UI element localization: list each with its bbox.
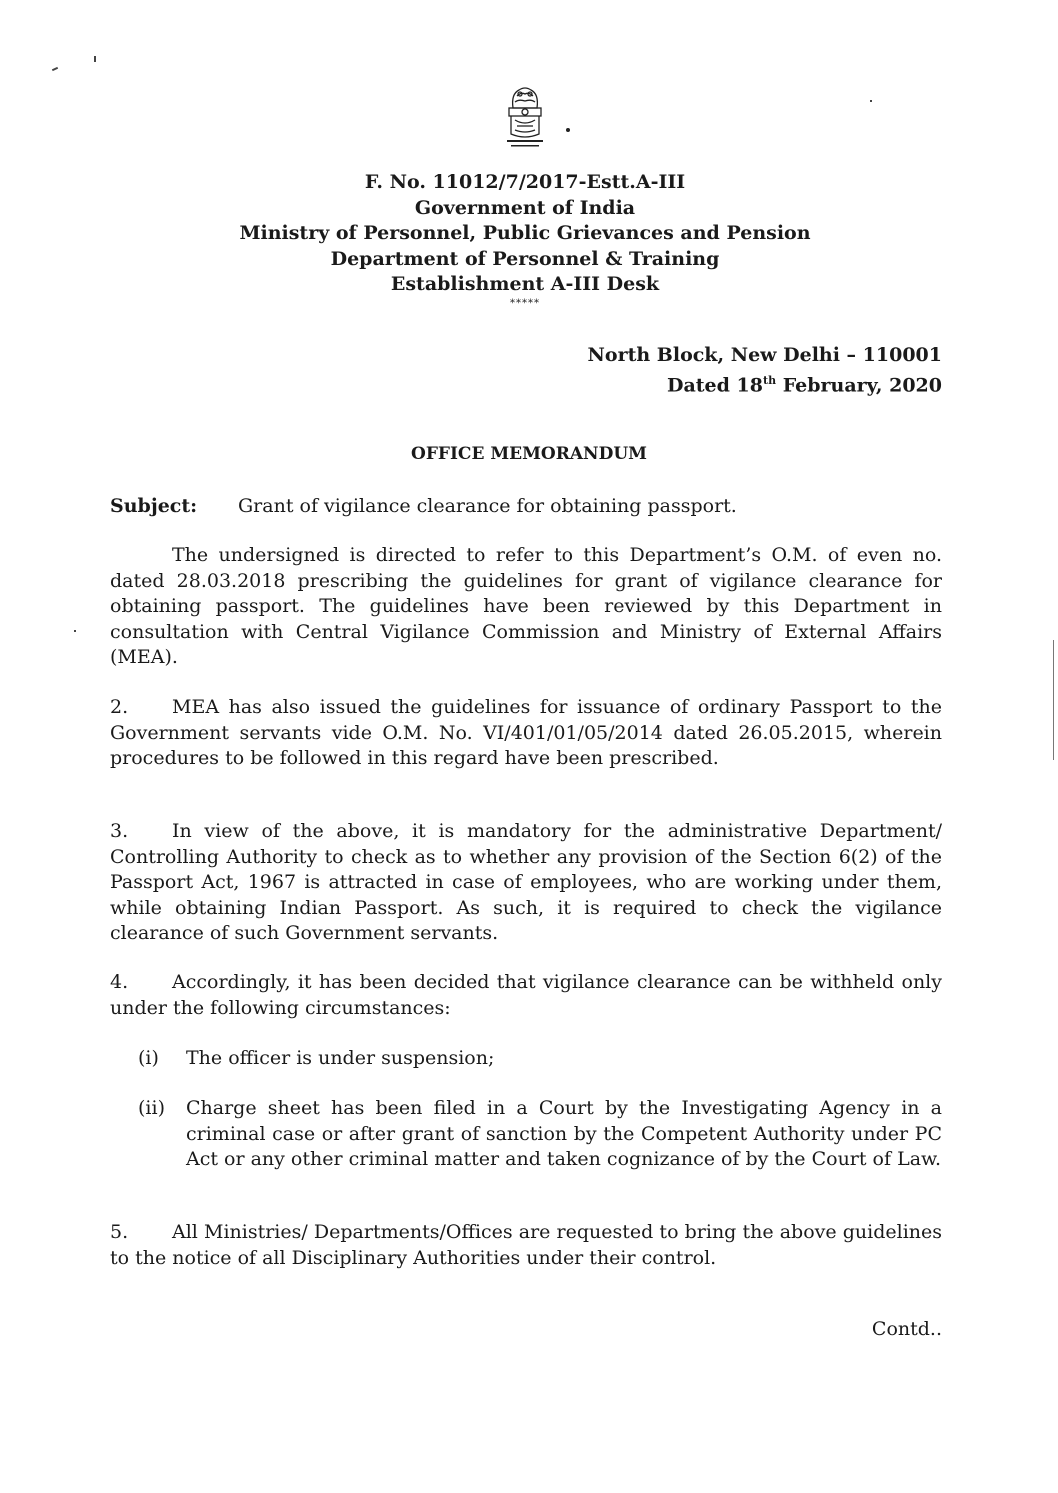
paragraph-5 [110, 1220, 942, 1271]
list-marker: (ii) [138, 1097, 165, 1119]
list-item-text: Charge sheet has been filed in a Court by the Investigating Agency in a criminal case or after grant of sanction by the Competent Authority under PC Act or any other criminal matter and taken cognizance of by the Court of Law. [186, 1097, 942, 1170]
memo-title: OFFICE MEMORANDUM [411, 444, 647, 464]
scan-speck [52, 67, 58, 71]
department-name: Department of Personnel & Training [330, 247, 720, 270]
subject-line [110, 493, 737, 519]
subject-text: Grant of vigilance clearance for obtaining passport. [238, 495, 737, 517]
paragraph-4-number: 4. [110, 971, 129, 993]
header-stars: ***** [510, 297, 540, 309]
list-item-text: The officer is under suspension; [186, 1047, 495, 1069]
list-item [138, 1046, 942, 1072]
paragraph-1-text: The undersigned is directed to refer to this Department’s O.M. of even no. dated 28.03.2018 prescribing the guidelines for grant of vigilance clearance for obtaining passport. The guidelines have been reviewed by this Department in consultation with Central Vigilance Commission and Ministry of External Affairs (MEA). [110, 544, 942, 668]
document-header [100, 170, 950, 310]
date-ordinal: th [762, 374, 777, 387]
paragraph-2 [110, 695, 942, 772]
date-suffix: February, 2020 [776, 374, 942, 397]
paragraph-5-text: All Ministries/ Departments/Offices are requested to bring the above guidelines to the notice of all Disciplinary Authorities under their control. [110, 1221, 942, 1269]
government-name: Government of India [414, 196, 636, 219]
scan-speck [870, 100, 872, 102]
file-number: F. No. 11012/7/2017-Estt.A-III [364, 171, 686, 193]
desk-name: Establishment A-III Desk [390, 273, 660, 295]
list-marker: (i) [138, 1047, 159, 1069]
address-location: North Block, New Delhi – 110001 [587, 344, 942, 366]
paragraph-5-number: 5. [110, 1221, 129, 1243]
paragraph-4 [110, 970, 942, 1021]
paragraph-3 [110, 819, 942, 947]
paragraph-4-text: Accordingly, it has been decided that vigilance clearance can be withheld only under the following circumstances: [110, 971, 942, 1019]
scan-speck [74, 630, 76, 632]
list-item [138, 1096, 942, 1173]
ministry-name: Ministry of Personnel, Public Grievances and Pension [239, 222, 811, 244]
emblem-dot [566, 128, 570, 132]
paragraph-3-number: 3. [110, 820, 129, 842]
scan-speck [94, 56, 96, 62]
national-emblem-icon [499, 82, 551, 152]
paragraph-1 [110, 543, 942, 671]
paragraph-2-text: MEA has also issued the guidelines for issuance of ordinary Passport to the Government servants vide O.M. No. VI/401/01/05/2014 dated 26.05.2015, wherein procedures to be followed in this regard have been prescribed. [110, 696, 942, 769]
scan-edge-mark [1053, 640, 1054, 760]
paragraph-2-number: 2. [110, 696, 129, 718]
continued-marker: Contd.. [871, 1318, 942, 1340]
paragraph-3-text: In view of the above, it is mandatory for the administrative Department/ Controlling Authority to check as to whether any provision of the Section 6(2) of the Passport Act, 1967 is attracted in case of employees, who are working under them, while obtaining Indian Passport. As such, it is required to check the vigilance clearance of such Government servants. [110, 820, 942, 944]
date-prefix: Dated 18 [666, 374, 763, 397]
subject-label: Subject: [110, 495, 198, 517]
address-block [588, 342, 942, 398]
document-date [588, 368, 942, 398]
